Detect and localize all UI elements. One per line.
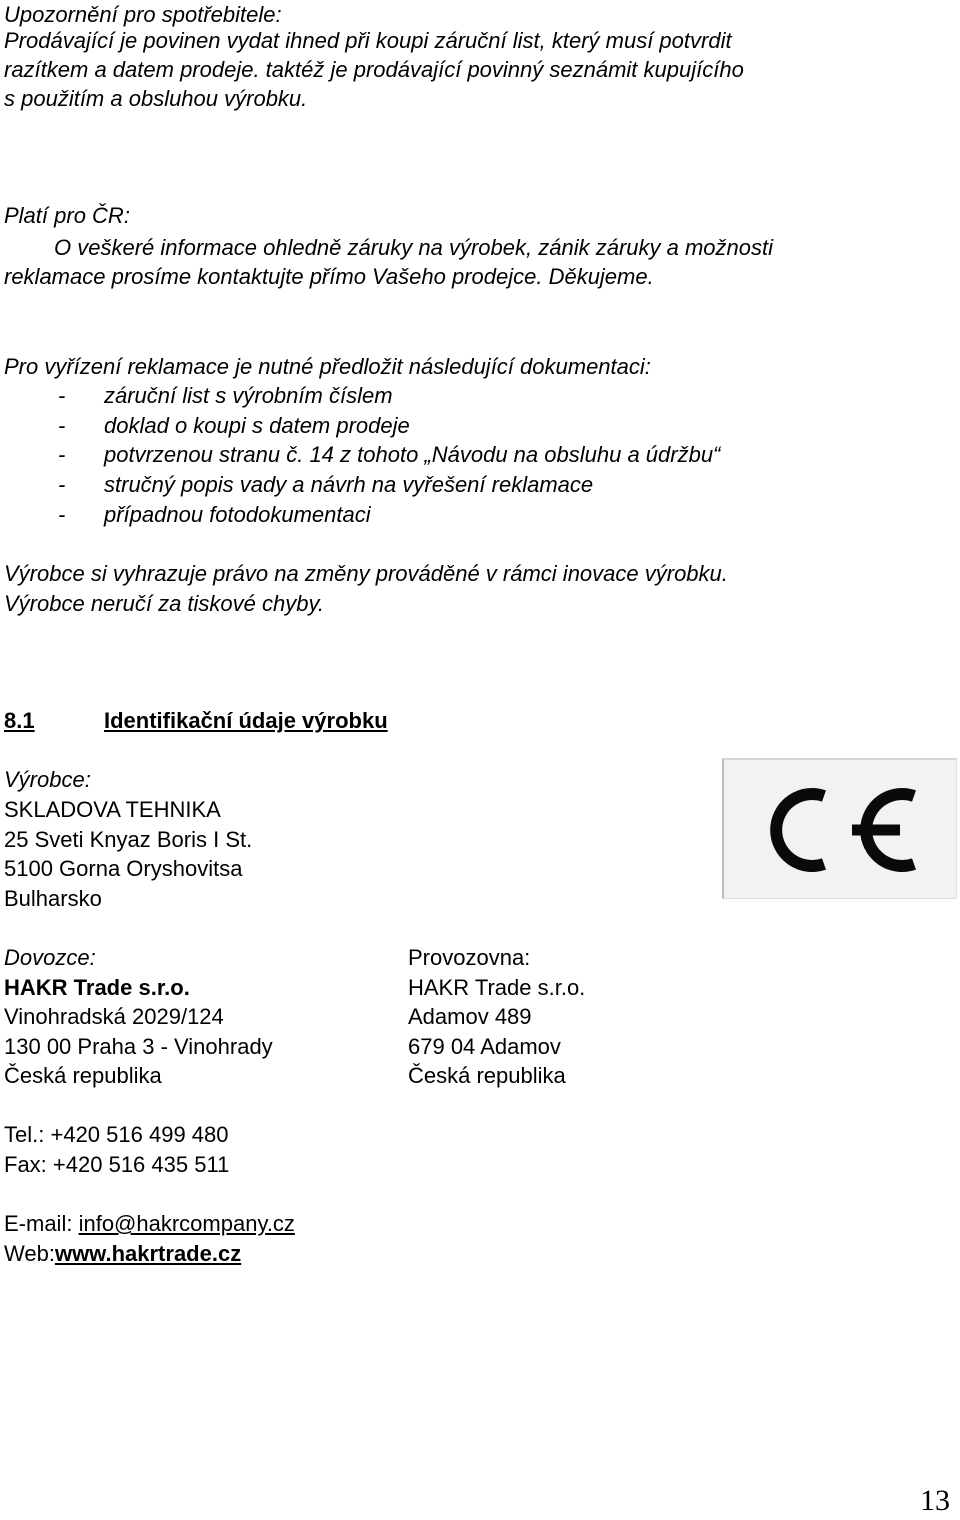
email-link[interactable]: info@hakrcompany.cz	[78, 1211, 295, 1236]
notice-line-1: Prodávající je povinen vydat ihned při koupi záruční list, který musí potvrdit	[4, 28, 732, 53]
list-dash: -	[58, 502, 66, 527]
importer-city: 130 00 Praha 3 - Vinohrady	[4, 1034, 273, 1059]
notice-line-2: razítkem a datem prodeje. taktéž je prodávající povinný seznámit kupujícího	[4, 57, 744, 82]
fax-value: +420 516 435 511	[52, 1152, 230, 1177]
disclaimer-line-1: Výrobce si vyhrazuje právo na změny prováděné v rámci inovace výrobku.	[4, 561, 728, 586]
contact-fax	[4, 1150, 229, 1180]
page-number: 13	[920, 1484, 950, 1517]
premises-name: HAKR Trade s.r.o.	[408, 975, 586, 1000]
cz-line-1: O veškeré informace ohledně záruky na výrobek, zánik záruky a možnosti	[54, 235, 773, 260]
cz-title: Platí pro ČR:	[4, 203, 130, 228]
list-dash: -	[58, 413, 66, 438]
cz-line-2: reklamace prosíme kontaktujte přímo Vašeho prodejce. Děkujeme.	[4, 264, 654, 289]
contact-email	[4, 1209, 295, 1239]
manufacturer-name: SKLADOVA TEHNIKA	[4, 797, 221, 822]
contact-web	[4, 1239, 241, 1269]
disclaimer-line-2: Výrobce neručí za tiskové chyby.	[4, 591, 324, 616]
claim-intro: Pro vyřízení reklamace je nutné předložit následující dokumentaci:	[4, 354, 651, 379]
section-heading	[4, 706, 388, 736]
tel-label: Tel.:	[4, 1122, 45, 1147]
contact-tel	[4, 1120, 229, 1150]
premises-country: Česká republika	[408, 1063, 566, 1088]
premises-street: Adamov 489	[408, 1004, 532, 1029]
section-number: 8.1	[4, 708, 35, 733]
importer-name: HAKR Trade s.r.o.	[4, 975, 190, 1000]
ce-mark-icon	[722, 758, 957, 899]
ce-letter-c	[776, 794, 824, 866]
web-label: Web:	[4, 1241, 55, 1266]
manufacturer-street: 25 Sveti Knyaz Boris I St.	[4, 827, 253, 852]
list-dash: -	[58, 472, 66, 497]
manufacturer-city: 5100 Gorna Oryshovitsa	[4, 856, 243, 881]
fax-label: Fax:	[4, 1152, 47, 1177]
premises-label: Provozovna:	[408, 945, 531, 970]
list-dash: -	[58, 442, 66, 467]
list-item-text: stručný popis vady a návrh na vyřešení reklamace	[104, 472, 594, 497]
web-link[interactable]: www.hakrtrade.cz	[54, 1241, 242, 1266]
importer-label: Dovozce:	[4, 945, 96, 970]
list-dash: -	[58, 383, 66, 408]
list-item-text: případnou fotodokumentaci	[104, 502, 371, 527]
email-label: E-mail:	[4, 1211, 73, 1236]
notice-title: Upozornění pro spotřebitele:	[4, 2, 282, 27]
list-item-text: potvrzenou stranu č. 14 z tohoto „Návodu na obsluhu a údržbu“	[104, 442, 721, 467]
tel-value: +420 516 499 480	[50, 1122, 229, 1147]
section-title: Identifikační údaje výrobku	[104, 708, 388, 733]
list-item-text: doklad o koupi s datem prodeje	[104, 413, 410, 438]
manufacturer-label: Výrobce:	[4, 767, 91, 792]
notice-line-3: s použitím a obsluhou výrobku.	[4, 86, 308, 111]
importer-street: Vinohradská 2029/124	[4, 1004, 224, 1029]
manufacturer-country: Bulharsko	[4, 886, 102, 911]
ce-mark-graphic	[724, 760, 956, 898]
importer-country: Česká republika	[4, 1063, 162, 1088]
list-item-text: záruční list s výrobním číslem	[104, 383, 393, 408]
premises-city: 679 04 Adamov	[408, 1034, 561, 1059]
